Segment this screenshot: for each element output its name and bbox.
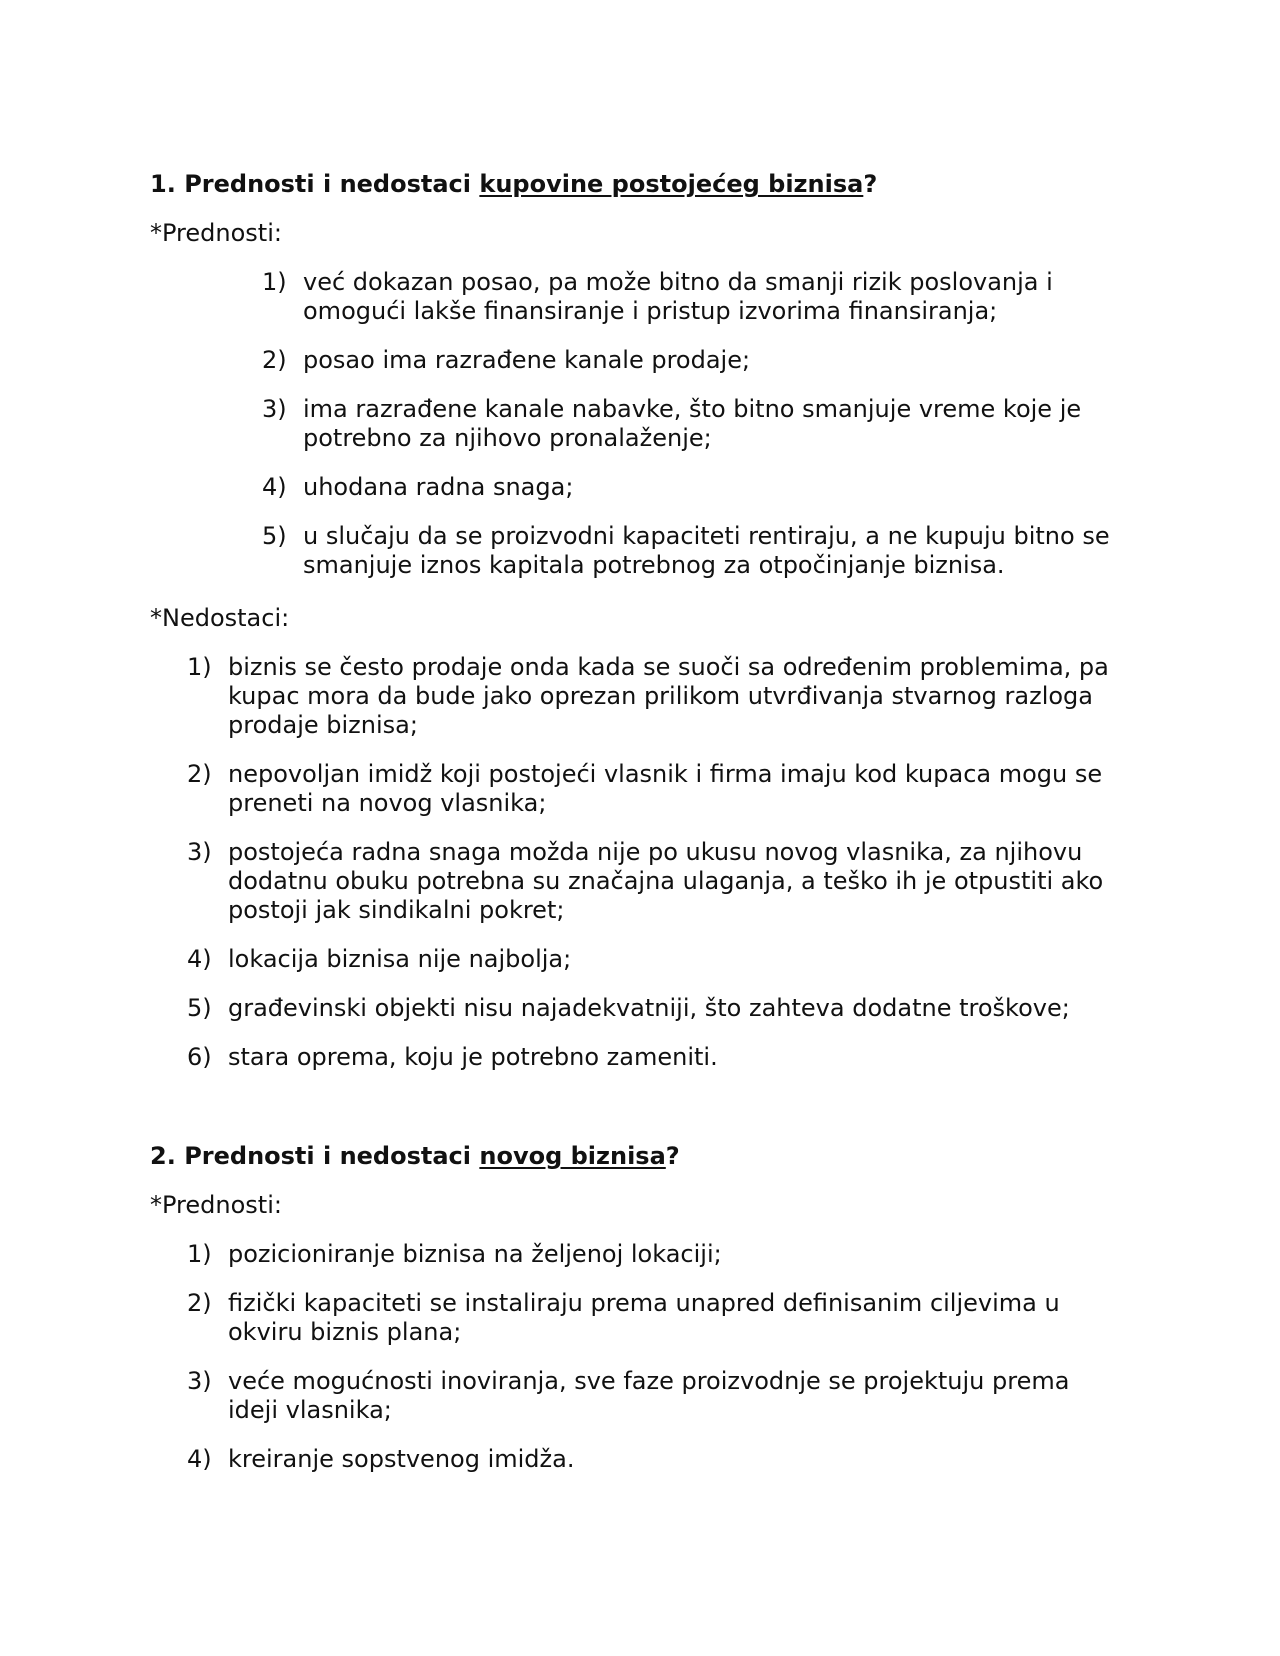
- list-item: [187, 838, 1127, 925]
- list-item-text: već dokazan posao, pa može bitno da smanji rizik poslovanja i omogući lakše finansiranje i pristup izvorima finansiranja;: [303, 268, 1053, 325]
- list-item-number: 2): [262, 346, 287, 374]
- list-item-number: 5): [262, 522, 287, 550]
- list-item: [187, 653, 1127, 740]
- list-item-number: 2): [187, 760, 212, 788]
- list-item-number: 4): [187, 945, 212, 973]
- list-item: [262, 268, 1122, 326]
- list-item-text: ima razrađene kanale nabavke, što bitno smanjuje vreme koje je potrebno za njihovo pronalaženje;: [303, 395, 1082, 452]
- list-item-text: stara oprema, koju je potrebno zameniti.: [228, 1043, 718, 1071]
- section2-title-underlined: novog biznisa: [479, 1142, 666, 1170]
- list-item-number: 1): [187, 653, 212, 681]
- list-item: [187, 994, 1127, 1023]
- list-item: [187, 1043, 1127, 1072]
- list-item: [187, 1289, 1107, 1347]
- list-item-number: 4): [187, 1445, 212, 1473]
- list-item-text: posao ima razrađene kanale prodaje;: [303, 346, 751, 374]
- section1-advantages-list: [262, 268, 1122, 600]
- list-item: [262, 473, 1122, 502]
- list-item-text: pozicioniranje biznisa na željenoj lokaciji;: [228, 1240, 722, 1268]
- list-item: [187, 760, 1127, 818]
- section1-title-prefix: Prednosti i nedostaci: [184, 170, 472, 198]
- list-item: [187, 945, 1127, 974]
- section2-heading: [150, 1141, 680, 1171]
- list-item-text: fizički kapaciteti se instaliraju prema unapred definisanim ciljevima u okviru biznis plana;: [228, 1289, 1060, 1346]
- section2-advantages-label: *Prednosti:: [150, 1191, 282, 1219]
- list-item: [262, 346, 1122, 375]
- section2-title-prefix: Prednosti i nedostaci: [184, 1142, 472, 1170]
- list-item-text: u slučaju da se proizvodni kapaciteti rentiraju, a ne kupuju bitno se smanjuje iznos kapitala potrebnog za otpočinjanje biznisa.: [303, 522, 1110, 579]
- list-item-number: 1): [262, 268, 287, 296]
- list-item-number: 3): [262, 395, 287, 423]
- section2-advantages-list: [187, 1240, 1107, 1494]
- list-item: [262, 522, 1122, 580]
- list-item-text: biznis se često prodaje onda kada se suoči sa određenim problemima, pa kupac mora da bude jako oprezan prilikom utvrđivanja stvarnog razloga prodaje biznisa;: [228, 653, 1109, 739]
- list-item-number: 2): [187, 1289, 212, 1317]
- list-item-text: građevinski objekti nisu najadekvatniji, što zahteva dodatne troškove;: [228, 994, 1070, 1022]
- list-item-number: 1): [187, 1240, 212, 1268]
- list-item: [187, 1445, 1107, 1474]
- list-item-number: 5): [187, 994, 212, 1022]
- list-item: [187, 1240, 1107, 1269]
- section1-advantages-label: *Prednosti:: [150, 219, 282, 247]
- section1-title-suffix: ?: [863, 170, 878, 198]
- list-item-number: 3): [187, 1367, 212, 1395]
- section1-disadvantages-label: *Nedostaci:: [150, 604, 290, 632]
- list-item-text: postojeća radna snaga možda nije po ukusu novog vlasnika, za njihovu dodatnu obuku potrebna su značajna ulaganja, a teško ih je otpustiti ako postoji jak sindikalni pokret;: [228, 838, 1104, 924]
- section1-number: 1.: [150, 170, 176, 198]
- list-item-text: uhodana radna snaga;: [303, 473, 574, 501]
- section1-disadvantages-list: [187, 653, 1127, 1092]
- list-item: [262, 395, 1122, 453]
- list-item-text: nepovoljan imidž koji postojeći vlasnik i firma imaju kod kupaca mogu se preneti na novog vlasnika;: [228, 760, 1103, 817]
- list-item-number: 4): [262, 473, 287, 501]
- section1-heading: [150, 169, 877, 199]
- section2-title-suffix: ?: [665, 1142, 680, 1170]
- list-item-text: kreiranje sopstvenog imidža.: [228, 1445, 575, 1473]
- list-item-number: 3): [187, 838, 212, 866]
- section1-title-underlined: kupovine postojećeg biznisa: [479, 170, 864, 198]
- list-item: [187, 1367, 1107, 1425]
- section2-number: 2.: [150, 1142, 176, 1170]
- list-item-text: lokacija biznisa nije najbolja;: [228, 945, 572, 973]
- list-item-text: veće mogućnosti inoviranja, sve faze proizvodnje se projektuju prema ideji vlasnika;: [228, 1367, 1070, 1424]
- list-item-number: 6): [187, 1043, 212, 1071]
